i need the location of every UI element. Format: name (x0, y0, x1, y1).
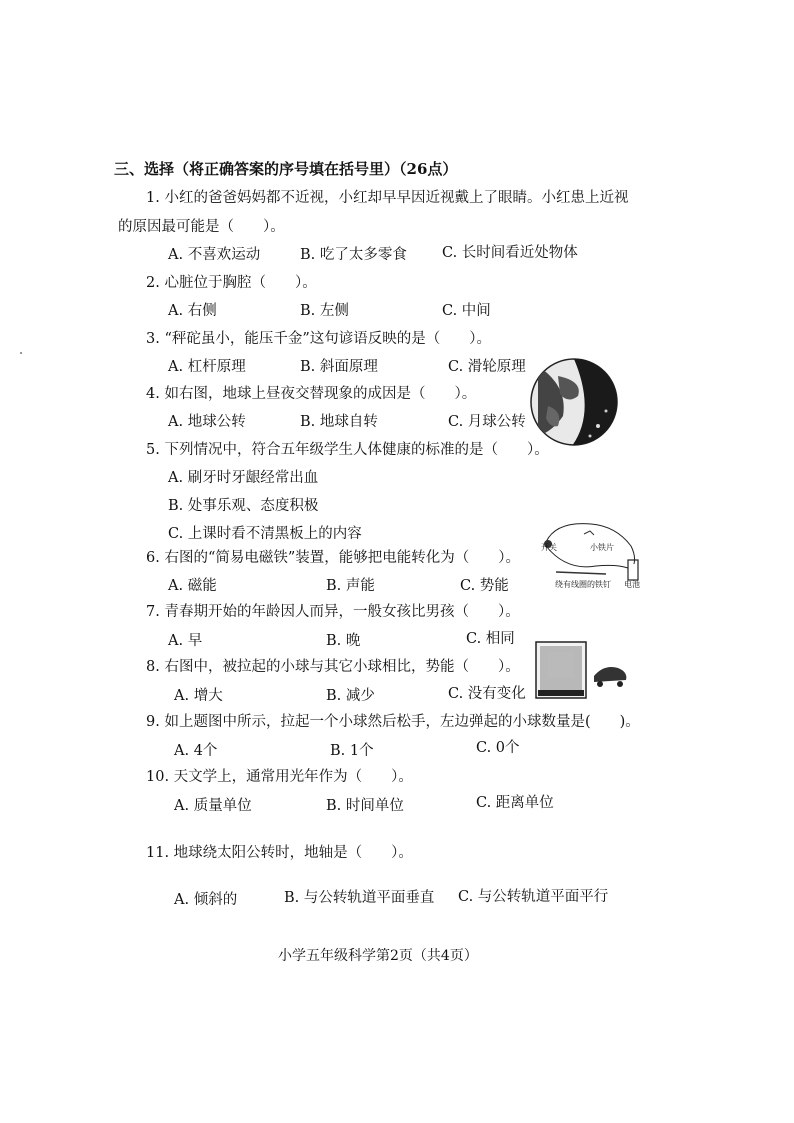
question-5-option-a: A. 刷牙时牙龈经常出血 (168, 470, 319, 486)
question-4-stem: 4. 如右图，地球上昼夜交替现象的成因是（ ）。 (146, 386, 477, 402)
question-9-option-a: A. 4个 (174, 743, 218, 759)
question-1-stem-line2: 的原因最可能是（ ）。 (118, 219, 285, 235)
question-8-stem: 8. 右图中，被拉起的小球与其它小球相比，势能（ ）。 (146, 659, 520, 675)
question-5-stem: 5. 下列情况中，符合五年级学生人体健康的标准的是（ ）。 (146, 442, 549, 458)
electromagnet-label-battery: 电池 (624, 580, 640, 589)
question-7-option-a: A. 早 (168, 633, 203, 649)
question-10-option-c: C. 距离单位 (476, 795, 554, 811)
electromagnet-label-nail: 绕有线圈的铁钉 (555, 580, 611, 589)
question-4-option-b: B. 地球自转 (300, 414, 378, 430)
question-3-option-b: B. 斜面原理 (300, 359, 378, 375)
question-6-option-a: A. 磁能 (168, 578, 217, 594)
question-11-option-a: A. 倾斜的 (174, 892, 238, 908)
question-8-option-b: B. 减少 (326, 688, 375, 704)
question-6-stem: 6. 右图的“简易电磁铁”装置，能够把电能转化为（ ）。 (146, 550, 521, 566)
question-10-stem: 10. 天文学上，通常用光年作为（ ）。 (146, 769, 413, 785)
section-title: 三、选择（将正确答案的序号填在括号里）（26点） (114, 160, 458, 178)
question-4-option-c: C. 月球公转 (448, 414, 526, 430)
question-10-option-b: B. 时间单位 (326, 798, 404, 814)
question-11-stem: 11. 地球绕太阳公转时，地轴是（ ）。 (146, 845, 413, 861)
question-8-option-a: A. 增大 (174, 688, 223, 704)
question-1-option-b: B. 吃了太多零食 (300, 247, 407, 263)
question-5-option-c: C. 上课时看不清黑板上的内容 (168, 526, 362, 542)
question-9-stem: 9. 如上题图中所示，拉起一个小球然后松手，左边弹起的小球数量是( )。 (146, 714, 640, 730)
question-7-option-b: B. 晚 (326, 633, 361, 649)
question-10-option-a: A. 质量单位 (174, 798, 252, 814)
question-2-option-c: C. 中间 (442, 303, 491, 319)
newtons-cradle-figure (534, 638, 630, 700)
question-8-option-c: C. 没有变化 (448, 686, 526, 702)
question-2-option-b: B. 左侧 (300, 303, 349, 319)
page-footer: 小学五年级科学第2页（共4页） (278, 948, 478, 964)
question-6-option-c: C. 势能 (460, 578, 509, 594)
question-6-option-b: B. 声能 (326, 578, 375, 594)
question-3-stem: 3. “秤砣虽小，能压千金”这句谚语反映的是（ ）。 (146, 331, 492, 347)
question-9-option-b: B. 1个 (330, 743, 374, 759)
question-2-option-a: A. 右侧 (168, 303, 217, 319)
question-1-option-c: C. 长时间看近处物体 (442, 245, 578, 261)
earth-day-night-figure (528, 356, 620, 448)
question-1-option-a: A. 不喜欢运动 (168, 247, 261, 263)
question-3-option-a: A. 杠杆原理 (168, 359, 246, 375)
question-5-option-b: B. 处事乐观、态度积极 (168, 498, 319, 514)
electromagnet-label-clip: 小铁片 (590, 543, 614, 552)
question-1-stem-line1: 1. 小红的爸爸妈妈都不近视，小红却早早因近视戴上了眼睛。小红患上近视 (146, 190, 629, 206)
question-2-stem: 2. 心脏位于胸腔（ ）。 (146, 275, 317, 291)
question-11-option-c: C. 与公转轨道平面平行 (458, 889, 609, 905)
question-11-option-b: B. 与公转轨道平面垂直 (284, 890, 435, 906)
question-7-option-c: C. 相同 (466, 631, 515, 647)
question-9-option-c: C. 0个 (476, 740, 520, 756)
electromagnet-label-switch: 开关 (541, 543, 557, 552)
question-3-option-c: C. 滑轮原理 (448, 359, 526, 375)
question-4-option-a: A. 地球公转 (168, 414, 246, 430)
question-7-stem: 7. 青春期开始的年龄因人而异，一般女孩比男孩（ ）。 (146, 604, 520, 620)
scan-mark (20, 352, 22, 354)
